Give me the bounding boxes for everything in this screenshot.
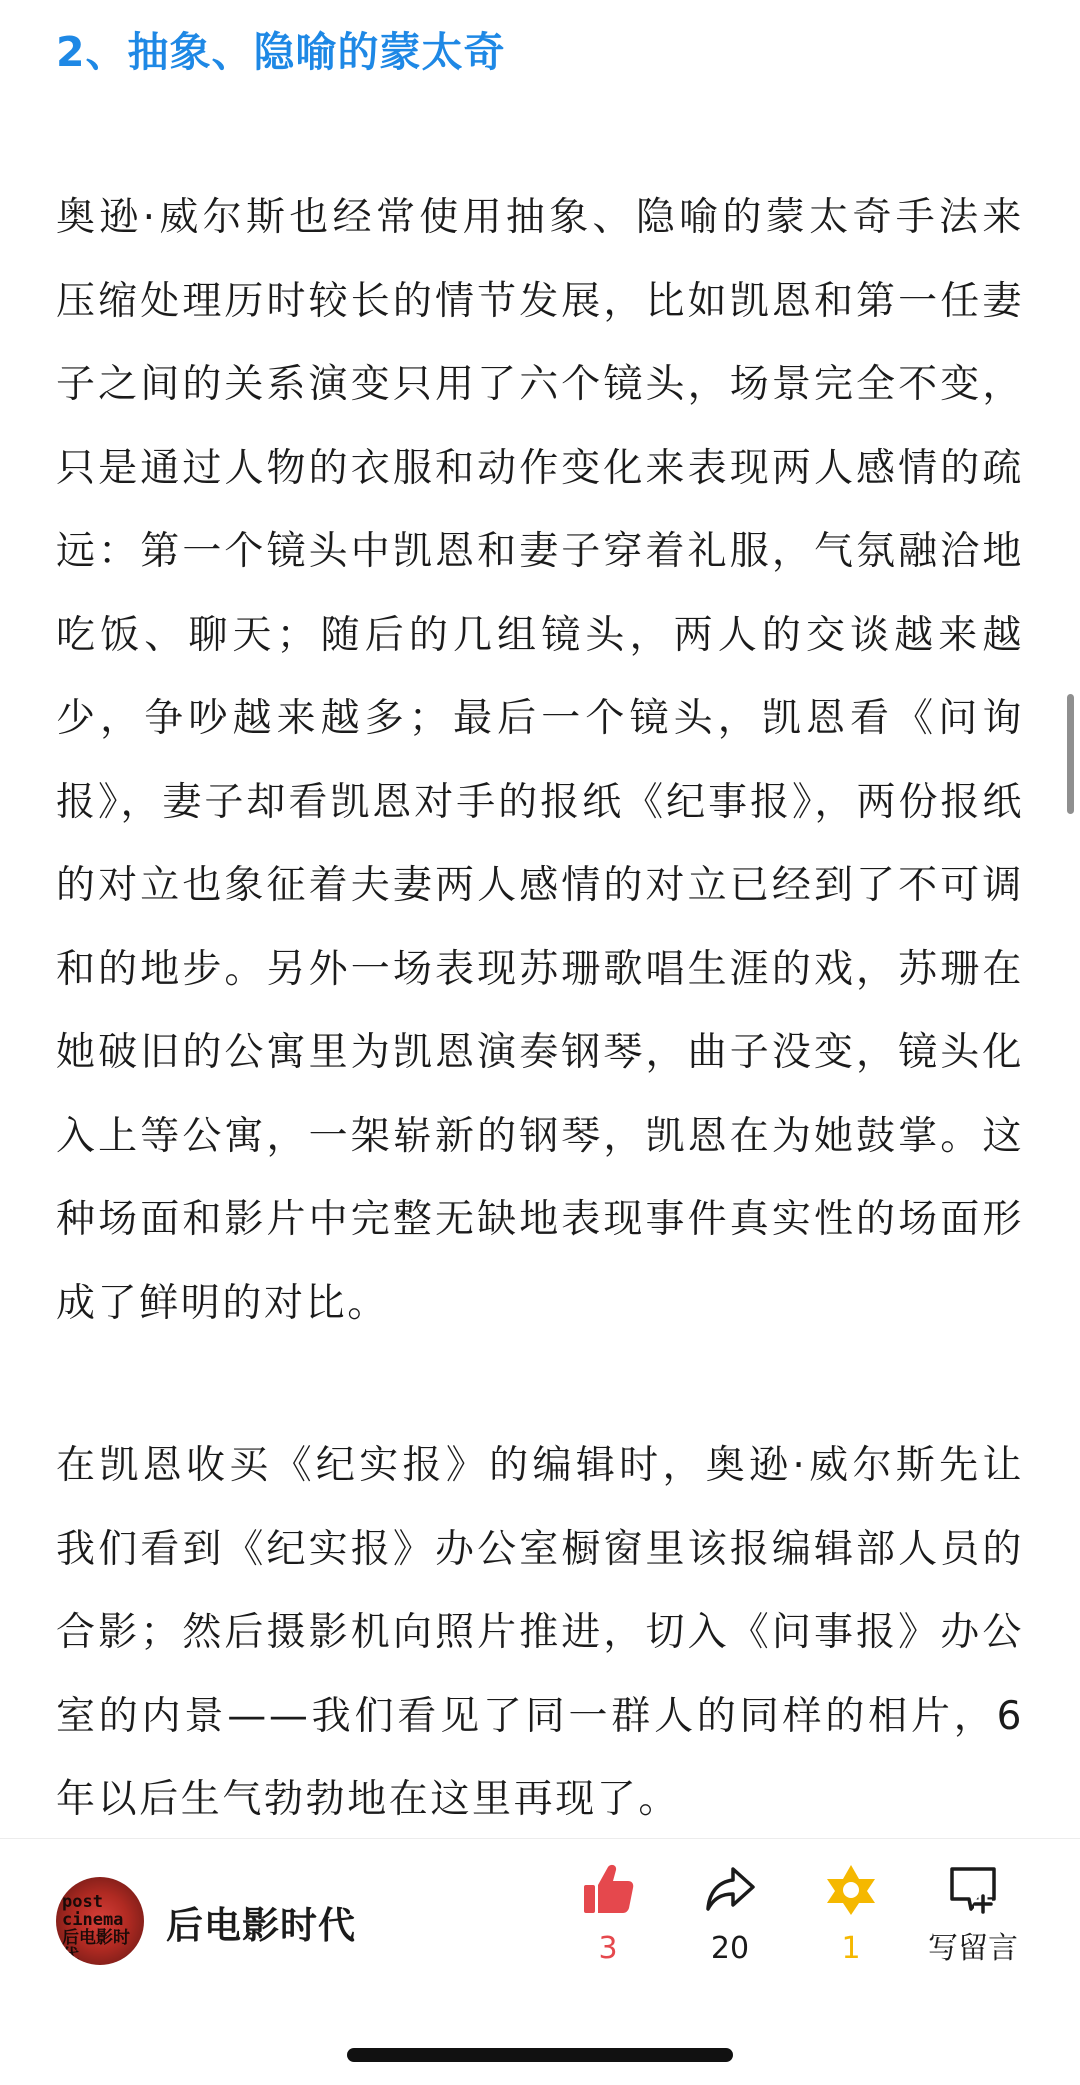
write-comment-button[interactable]	[917, 1861, 1029, 1967]
article-paragraph: 奥逊·威尔斯也经常使用抽象、隐喻的蒙太奇手法来压缩处理历时较长的情节发展，比如凯恩和第一任妻子之间的关系演变只用了六个镜头，场景完全不变，只是通过人物的衣服和动作变化来表现两人感情的疏远：第一个镜头中凯恩和妻子穿着礼服，气氛融洽地吃饭、聊天；随后的几组镜头，两人的交谈越来越少，争吵越来越多；最后一个镜头，凯恩看《问询报》，妻子却看凯恩对手的报纸《纪事报》，两份报纸的对立也象征着夫妻两人感情的对立已经到了不可调和的地步。另外一场表现苏珊歌唱生涯的戏，苏珊在她破旧的公寓里为凯恩演奏钢琴，曲子没变，镜头化入上等公寓，一架崭新的钢琴，凯恩在为她鼓掌。这种场面和影片中完整无缺地表现事件真实性的场面形成了鲜明的对比。	[56, 195, 1024, 1326]
share-arrow-icon	[702, 1861, 758, 1917]
comment-icon	[945, 1861, 1001, 1917]
wow-count: 1	[841, 1931, 861, 1966]
wow-star-icon	[823, 1861, 879, 1917]
account-avatar[interactable]	[56, 1877, 144, 1965]
share-button[interactable]	[675, 1861, 785, 1967]
share-count: 20	[710, 1931, 750, 1966]
section-heading: 2、抽象、隐喻的蒙太奇	[56, 28, 506, 76]
home-indicator[interactable]	[347, 2048, 733, 2062]
bottom-action-bar	[0, 1838, 1080, 2009]
like-button[interactable]	[553, 1861, 663, 1967]
account-name[interactable]: 后电影时代	[166, 1904, 356, 1947]
like-count: 3	[598, 1931, 618, 1966]
thumbs-up-icon	[580, 1861, 636, 1917]
post-cinema-logo: post cinema 后电影时代	[62, 1892, 130, 1965]
scrollbar-thumb[interactable]	[1067, 694, 1074, 814]
write-comment-label: 写留言	[928, 1931, 1018, 1966]
wow-button[interactable]	[796, 1861, 906, 1967]
article-paragraph: 在凯恩收买《纪实报》的编辑时，奥逊·威尔斯先让我们看到《纪实报》办公室橱窗里该报编辑部人员的合影；然后摄影机向照片推进，切入《问事报》办公室的内景——我们看见了同一群人的同样的相片，6年以后生气勃勃地在这里再现了。	[56, 1443, 1024, 1822]
